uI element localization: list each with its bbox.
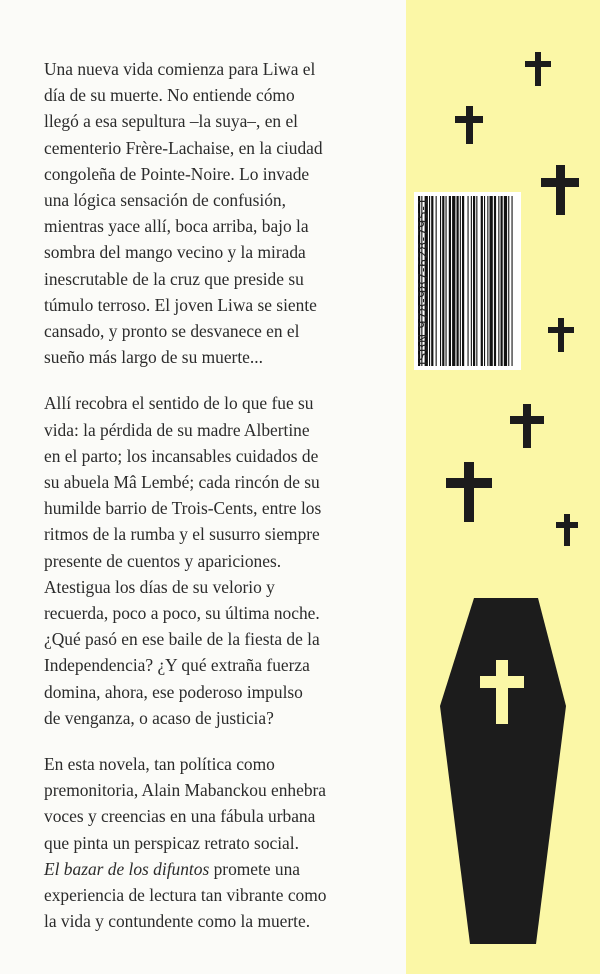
barcode <box>381 192 521 370</box>
text-line: Atestigua los días de su velorio y <box>44 576 275 597</box>
text-line: día de su muerte. No entiende cómo <box>44 85 295 106</box>
text-line: domina, ahora, ese poderoso impulso <box>44 681 303 702</box>
text-line: humilde barrio de Trois-Cents, entre los <box>44 498 322 519</box>
cross-icon <box>510 404 544 448</box>
text-line: experiencia de lectura tan vibrante como <box>44 885 327 906</box>
text-line: Independencia? ¿Y qué extraña fuerza <box>44 655 310 676</box>
text-line: cementerio Frère-Lachaise, en la ciudad <box>44 137 323 158</box>
text-line: que pinta un perspicaz retrato social. <box>44 832 299 853</box>
text-line: sueño más largo de su muerte... <box>44 347 263 368</box>
text-line: la vida y contundente como la muerte. <box>44 911 311 932</box>
text-line: una lógica sensación de confusión, <box>44 190 286 211</box>
text-line: túmulo terroso. El joven Liwa se siente <box>44 294 317 315</box>
isbn-number: ISBN 978-987-628-795-1 <box>415 196 430 366</box>
paragraph-2 <box>44 390 384 731</box>
text-line: vida: la pérdida de su madre Albertine <box>44 419 310 440</box>
text-fragment: promete una <box>209 858 301 879</box>
cross-icon <box>541 165 579 215</box>
text-line: de venganza, o acaso de justicia? <box>44 707 274 728</box>
text-line: Allí recobra el sentido de lo que fue su <box>44 393 314 414</box>
book-title: El bazar de los difuntos <box>44 858 210 879</box>
text-line: mientras yace allí, boca arriba, bajo la <box>44 216 309 237</box>
text-line: En esta novela, tan política como <box>44 754 275 775</box>
text-line: llegó a esa sepultura –la suya–, en el <box>44 111 299 132</box>
coffin-icon <box>440 598 566 944</box>
text-line-with-title <box>44 856 384 882</box>
text-line: ritmos de la rumba y el susurro siempre <box>44 524 320 545</box>
text-line: recuerda, poco a poco, su última noche. <box>44 603 320 624</box>
text-line: cansado, y pronto se desvanece en el <box>44 321 300 342</box>
text-line: presente de cuentos y apariciones. <box>44 550 282 571</box>
text-line: ¿Qué pasó en ese baile de la fiesta de la <box>44 629 320 650</box>
cross-icon <box>455 106 483 144</box>
paragraph-1 <box>44 56 384 370</box>
cross-icon <box>446 462 492 522</box>
cross-icon <box>556 514 578 546</box>
text-line: inescrutable de la cruz que preside su <box>44 268 304 289</box>
text-line: premonitoria, Alain Mabanckou enhebra <box>44 780 327 801</box>
barcode-bars <box>418 196 518 366</box>
text-line: sombra del mango vecino y la mirada <box>44 242 306 263</box>
text-line: voces y creencias en una fábula urbana <box>44 806 316 827</box>
text-line: Una nueva vida comienza para Liwa el <box>44 59 316 79</box>
cross-icon <box>548 318 574 352</box>
cross-icon <box>525 52 551 86</box>
text-line: en el parto; los incansables cuidados de <box>44 445 319 466</box>
text-line: su abuela Mâ Lembé; cada rincón de su <box>44 472 320 493</box>
paragraph-3 <box>44 751 384 934</box>
text-line: congoleña de Pointe-Noire. Lo invade <box>44 163 310 184</box>
synopsis <box>44 56 384 935</box>
